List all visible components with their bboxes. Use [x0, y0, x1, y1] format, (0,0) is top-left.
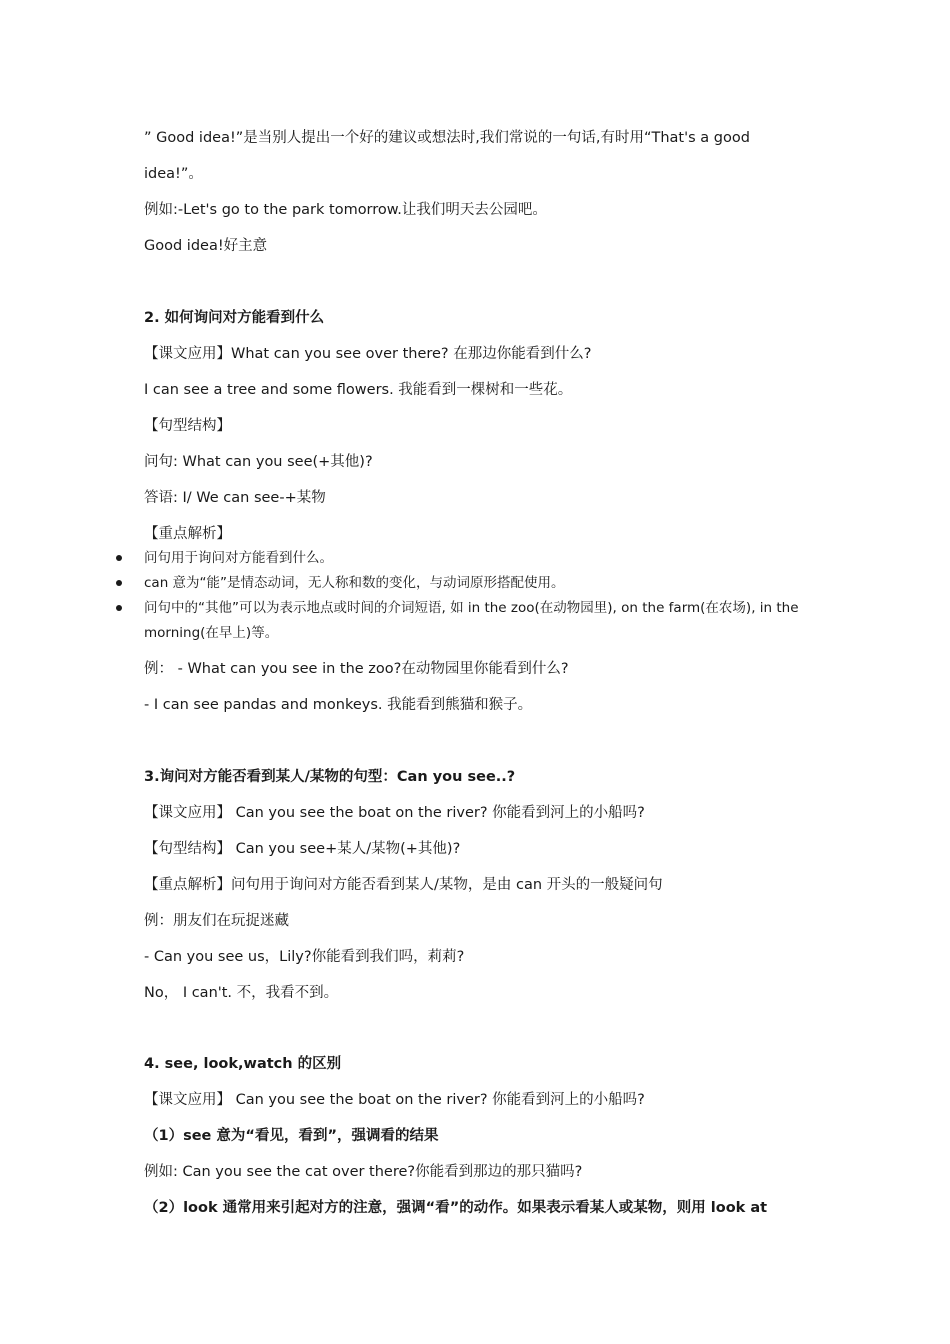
- section-4-application: 【课文应用】 Can you see the boat on the river? 你能看到河上的小船吗?: [144, 1092, 645, 1108]
- section-3-example-answer: No， I can't. 不，我看不到。: [144, 985, 339, 1001]
- section-4-heading: 4. see, look,watch 的区别: [144, 1056, 342, 1072]
- section-2-heading: 2. 如何询问对方能看到什么: [144, 310, 325, 326]
- section-2-answer: 答语: I/ We can see-+某物: [144, 490, 326, 506]
- section-2-example-answer: - I can see pandas and monkeys. 我能看到熊猫和猴子。: [144, 697, 533, 713]
- list-item: [0, 596, 824, 646]
- section-2-example-question: 例： - What can you see in the zoo?在动物园里你能看到什么?: [144, 661, 569, 677]
- list-item: [0, 571, 824, 596]
- section-2-application-answer: I can see a tree and some flowers. 我能看到一棵树和一些花。: [144, 382, 573, 398]
- section-4-point-1: （1）see 意为“看见，看到”，强调看的结果: [144, 1128, 439, 1144]
- bullet-text: can 意为“能”是情态动词，无人称和数的变化，与动词原形搭配使用。: [144, 575, 565, 591]
- intro-line-2: idea!”。: [144, 166, 203, 182]
- section-2-application: 【课文应用】What can you see over there? 在那边你能看到什么?: [144, 346, 592, 362]
- section-2-structure-title: 【句型结构】: [144, 418, 231, 434]
- section-3-structure: 【句型结构】 Can you see+某人/某物(+其他)?: [144, 841, 461, 857]
- list-item: [0, 546, 824, 571]
- bullet-text: 问句用于询问对方能看到什么。: [144, 550, 333, 566]
- intro-reply: Good idea!好主意: [144, 238, 268, 254]
- bullet-icon: [116, 605, 122, 611]
- bullet-text: 问句中的“其他”可以为表示地点或时间的介词短语, 如 in the zoo(在动物园里), on the farm(在农场), in the morning(在早上)等。: [144, 600, 799, 641]
- section-3-example-question: - Can you see us，Lily?你能看到我们吗，莉莉?: [144, 949, 465, 965]
- section-3-application: 【课文应用】 Can you see the boat on the river? 你能看到河上的小船吗?: [144, 805, 645, 821]
- section-4-point-2: （2）look 通常用来引起对方的注意，强调“看”的动作。如果表示看某人或某物，则用 look at: [144, 1200, 768, 1216]
- section-3-example-intro: 例：朋友们在玩捉迷藏: [144, 913, 289, 929]
- analysis-bullet-list: [0, 546, 824, 646]
- intro-example: 例如:-Let's go to the park tomorrow.让我们明天去公园吧。: [144, 202, 547, 218]
- section-2-question: 问句: What can you see(+其他)?: [144, 454, 373, 470]
- section-2-analysis-title: 【重点解析】: [144, 526, 231, 542]
- section-4-point-1-example: 例如: Can you see the cat over there?你能看到那边的那只猫吗?: [144, 1164, 583, 1180]
- intro-line-1: ” Good idea!”是当别人提出一个好的建议或想法时,我们常说的一句话,有时用“That's a good: [144, 130, 750, 146]
- section-3-heading: 3.询问对方能否看到某人/某物的句型：Can you see..?: [144, 769, 516, 785]
- section-3-analysis: 【重点解析】问句用于询问对方能否看到某人/某物，是由 can 开头的一般疑问句: [144, 877, 663, 893]
- bullet-icon: [116, 580, 122, 586]
- bullet-icon: [116, 555, 122, 561]
